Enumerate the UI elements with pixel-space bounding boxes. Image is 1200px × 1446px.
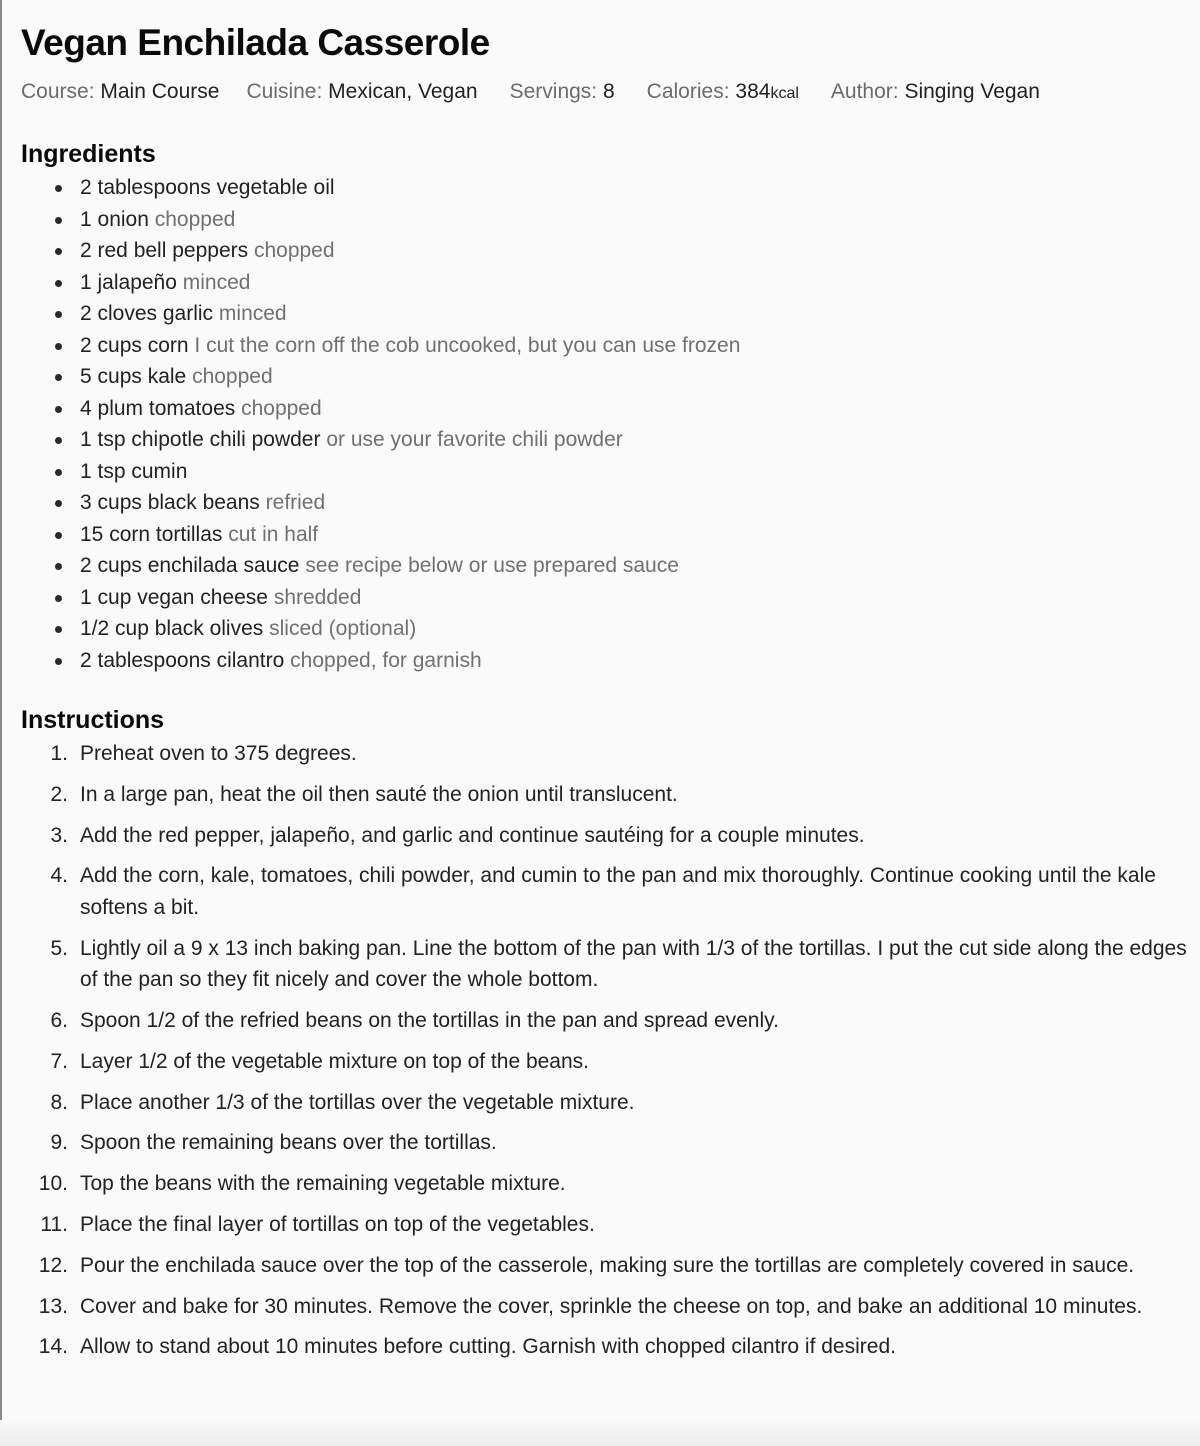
instruction-step: [21, 1127, 1190, 1159]
bullet-icon: [55, 311, 62, 318]
instruction-step: [21, 1250, 1190, 1282]
step-text: Add the red pepper, jalapeño, and garlic and continue sautéing for a couple minutes.: [80, 823, 865, 847]
bullet-icon: [55, 595, 62, 602]
instruction-step: [21, 738, 1190, 770]
meta-author: [831, 80, 1040, 104]
instruction-step: [21, 1291, 1190, 1323]
instruction-step: [21, 1046, 1190, 1078]
instruction-step: [21, 1331, 1190, 1363]
meta-label: Servings:: [509, 80, 598, 103]
bullet-icon: [55, 343, 62, 350]
meta-value: Main Course: [100, 80, 220, 103]
ingredient-item: [21, 393, 740, 425]
bullet-icon: [55, 280, 62, 287]
step-number: 8.: [50, 1090, 68, 1114]
ingredient-note: sliced (optional): [269, 617, 417, 640]
bullet-icon: [55, 563, 62, 570]
ingredient-note: shredded: [273, 585, 362, 609]
ingredient-name: 2 cloves garlic: [80, 302, 214, 325]
step-number: 6.: [50, 1008, 68, 1032]
meta-label: Course:: [21, 80, 95, 103]
instructions-list: [21, 738, 1190, 1372]
ingredients-list: [21, 172, 740, 676]
recipe-meta: [21, 80, 1067, 104]
step-number: 2.: [50, 782, 68, 806]
ingredient-item: [21, 204, 740, 236]
ingredient-item: [21, 298, 740, 330]
ingredient-name: 1 onion: [80, 207, 149, 231]
instruction-step: [21, 1209, 1190, 1241]
meta-course: [21, 80, 219, 104]
meta-unit: kcal: [770, 85, 799, 102]
ingredient-note: I cut the corn off the cob uncooked, but you can use frozen: [194, 333, 741, 357]
instruction-step: [21, 933, 1190, 996]
bullet-icon: [55, 500, 62, 507]
ingredient-note: chopped: [253, 239, 335, 262]
ingredient-name: 15 corn tortillas: [80, 522, 223, 546]
ingredient-name: 1 tsp chipotle chili powder: [80, 428, 321, 451]
step-text: Place another 1/3 of the tortillas over the vegetable mixture.: [80, 1090, 635, 1114]
instruction-step: [21, 779, 1190, 811]
step-number: 10.: [38, 1172, 68, 1196]
ingredient-name: 4 plum tomatoes: [80, 396, 236, 420]
instruction-step: [21, 860, 1190, 923]
ingredient-item: [21, 487, 740, 519]
ingredient-item: [21, 235, 740, 267]
ingredient-item: [21, 424, 740, 456]
ingredient-note: minced: [182, 270, 251, 294]
meta-label: Author:: [830, 80, 899, 103]
ingredient-note: minced: [218, 302, 287, 325]
ingredient-note: or use your favorite chili powder: [326, 428, 623, 451]
ingredient-item: [21, 456, 740, 488]
window-left-border: [0, 0, 2, 1446]
ingredient-name: 5 cups kale: [80, 365, 187, 388]
bullet-icon: [55, 469, 62, 476]
recipe-title: Vegan Enchilada Casserole: [21, 22, 490, 63]
bullet-icon: [55, 185, 62, 192]
bullet-icon: [55, 406, 62, 413]
step-text: Pour the enchilada sauce over the top of the casserole, making sure the tortillas are completely covered in sauce.: [80, 1253, 1135, 1277]
ingredient-name: 2 red bell peppers: [80, 239, 249, 262]
meta-servings: [510, 80, 615, 104]
step-number: 3.: [50, 823, 68, 847]
step-number: 4.: [50, 864, 68, 888]
ingredient-note: chopped, for garnish: [290, 648, 482, 672]
ingredient-name: 1/2 cup black olives: [80, 617, 264, 640]
ingredient-name: 2 tablespoons vegetable oil: [80, 176, 335, 199]
step-text: Layer 1/2 of the vegetable mixture on top of the beans.: [80, 1049, 590, 1073]
meta-cuisine: [246, 80, 477, 104]
step-number: 12.: [38, 1253, 68, 1277]
ingredient-item: [21, 361, 740, 393]
ingredient-name: 1 cup vegan cheese: [80, 585, 268, 609]
step-number: 7.: [50, 1049, 68, 1073]
bullet-icon: [55, 374, 62, 381]
meta-value: 8: [602, 80, 615, 103]
ingredient-name: 2 cups corn: [80, 333, 189, 357]
bullet-icon: [55, 626, 62, 633]
ingredient-note: chopped: [241, 396, 322, 420]
ingredient-item: [21, 330, 740, 362]
ingredient-item: [21, 613, 740, 645]
step-text: Allow to stand about 10 minutes before cutting. Garnish with chopped cilantro if desired.: [80, 1335, 896, 1359]
ingredient-note: chopped: [154, 207, 236, 231]
instruction-step: [21, 1168, 1190, 1200]
step-number: 11.: [40, 1212, 68, 1236]
step-text: Cover and bake for 30 minutes. Remove the cover, sprinkle the cheese on top, and bake an additional 10 minutes.: [80, 1294, 1143, 1318]
step-text: Preheat oven to 375 degrees.: [80, 742, 357, 765]
ingredient-name: 1 jalapeño: [80, 270, 177, 294]
step-text: In a large pan, heat the oil then sauté the onion until translucent.: [80, 782, 678, 806]
instructions-heading: Instructions: [21, 706, 165, 734]
meta-label: Cuisine:: [246, 80, 323, 103]
step-number: 14.: [38, 1335, 68, 1359]
bullet-icon: [55, 437, 62, 444]
ingredient-name: 2 cups enchilada sauce: [80, 554, 300, 577]
ingredient-item: [21, 645, 740, 677]
step-text: Place the final layer of tortillas on top of the vegetables.: [80, 1212, 595, 1236]
ingredient-note: see recipe below or use prepared sauce: [305, 554, 679, 577]
ingredient-item: [21, 172, 740, 204]
step-text: Top the beans with the remaining vegetable mixture.: [80, 1172, 566, 1196]
instruction-step: [21, 820, 1190, 852]
meta-value: Singing Vegan: [904, 80, 1040, 103]
step-number: 13.: [38, 1294, 68, 1318]
ingredient-note: chopped: [192, 365, 273, 388]
ingredient-item: [21, 519, 740, 551]
meta-value: 384: [735, 80, 771, 103]
meta-label: Calories:: [646, 80, 730, 103]
ingredient-note: refried: [265, 491, 326, 514]
ingredient-name: 2 tablespoons cilantro: [80, 648, 285, 672]
bottom-shadow: [0, 1420, 1200, 1446]
ingredient-item: [21, 582, 740, 614]
step-number: 5.: [50, 936, 68, 960]
bullet-icon: [55, 248, 62, 255]
ingredient-name: 1 tsp cumin: [80, 459, 188, 483]
bullet-icon: [55, 217, 62, 224]
meta-calories: [647, 80, 799, 104]
ingredient-name: 3 cups black beans: [80, 491, 260, 514]
ingredient-item: [21, 267, 740, 299]
meta-value: Mexican, Vegan: [328, 80, 478, 103]
step-text: Lightly oil a 9 x 13 inch baking pan. Line the bottom of the pan with 1/3 of the tortillas. I put the cut side along the edges of the pan so they fit nicely and cover the whole bottom.: [80, 936, 1187, 992]
instruction-step: [21, 1087, 1190, 1119]
step-number: 1.: [50, 742, 68, 765]
step-text: Spoon the remaining beans over the tortillas.: [80, 1131, 497, 1155]
ingredient-note: cut in half: [228, 522, 319, 546]
bullet-icon: [55, 532, 62, 539]
step-text: Add the corn, kale, tomatoes, chili powder, and cumin to the pan and mix thoroughly. Continue cooking until the kale softens a bit.: [80, 864, 1156, 919]
step-number: 9.: [50, 1131, 68, 1155]
step-text: Spoon 1/2 of the refried beans on the tortillas in the pan and spread evenly.: [80, 1008, 779, 1032]
instruction-step: [21, 1005, 1190, 1037]
ingredients-heading: Ingredients: [21, 140, 156, 168]
bullet-icon: [55, 658, 62, 665]
ingredient-item: [21, 550, 740, 582]
